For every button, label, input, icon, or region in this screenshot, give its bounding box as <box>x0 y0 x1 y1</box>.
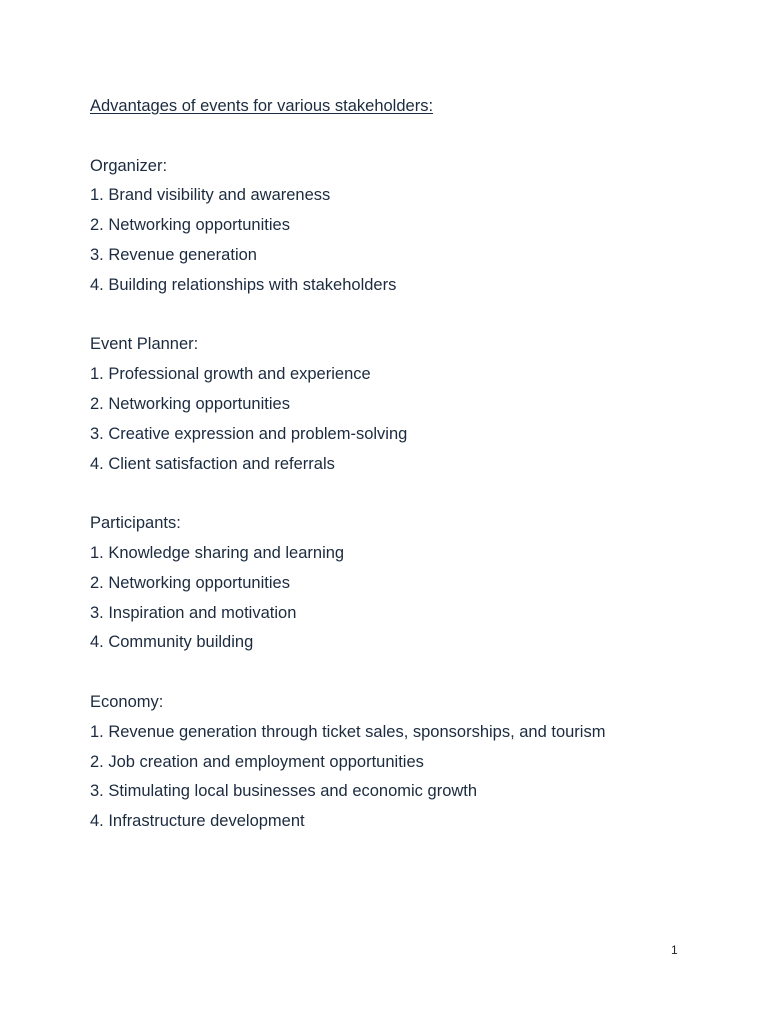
list-item: 4. Community building <box>90 633 254 652</box>
list-item: 3. Inspiration and motivation <box>90 603 297 622</box>
list-item: 4. Building relationships with stakeholders <box>90 275 397 294</box>
list-item: 2. Job creation and employment opportunities <box>90 752 424 771</box>
list-item: 4. Client satisfaction and referrals <box>90 454 335 473</box>
document-title: Advantages of events for various stakeholders: <box>90 97 434 115</box>
section-heading: Event Planner: <box>90 335 199 354</box>
document-page <box>90 92 710 837</box>
list-item: 3. Creative expression and problem-solving <box>90 424 408 443</box>
list-item: 4. Infrastructure development <box>90 812 305 831</box>
page-number: 1 <box>671 943 678 957</box>
list-item: 2. Networking opportunities <box>90 573 290 592</box>
section-heading: Organizer: <box>90 156 168 175</box>
list-item: 3. Stimulating local businesses and economic growth <box>90 782 478 801</box>
list-item: 2. Networking opportunities <box>90 394 290 413</box>
spacer <box>90 301 710 331</box>
section-heading: Economy: <box>90 692 164 711</box>
list-item: 3. Revenue generation <box>90 245 257 264</box>
list-item: 1. Professional growth and experience <box>90 365 371 384</box>
section-participants <box>90 509 710 658</box>
section-heading: Participants: <box>90 514 181 533</box>
list-item: 1. Knowledge sharing and learning <box>90 543 345 562</box>
section-event-planner <box>90 330 710 479</box>
section-organizer <box>90 152 710 301</box>
list-item: 1. Brand visibility and awareness <box>90 186 331 205</box>
spacer <box>90 122 710 152</box>
spacer <box>90 479 710 509</box>
list-item: 1. Revenue generation through ticket sales, sponsorships, and tourism <box>90 722 606 741</box>
list-item: 2. Networking opportunities <box>90 216 290 235</box>
section-economy <box>90 688 710 837</box>
spacer <box>90 658 710 688</box>
